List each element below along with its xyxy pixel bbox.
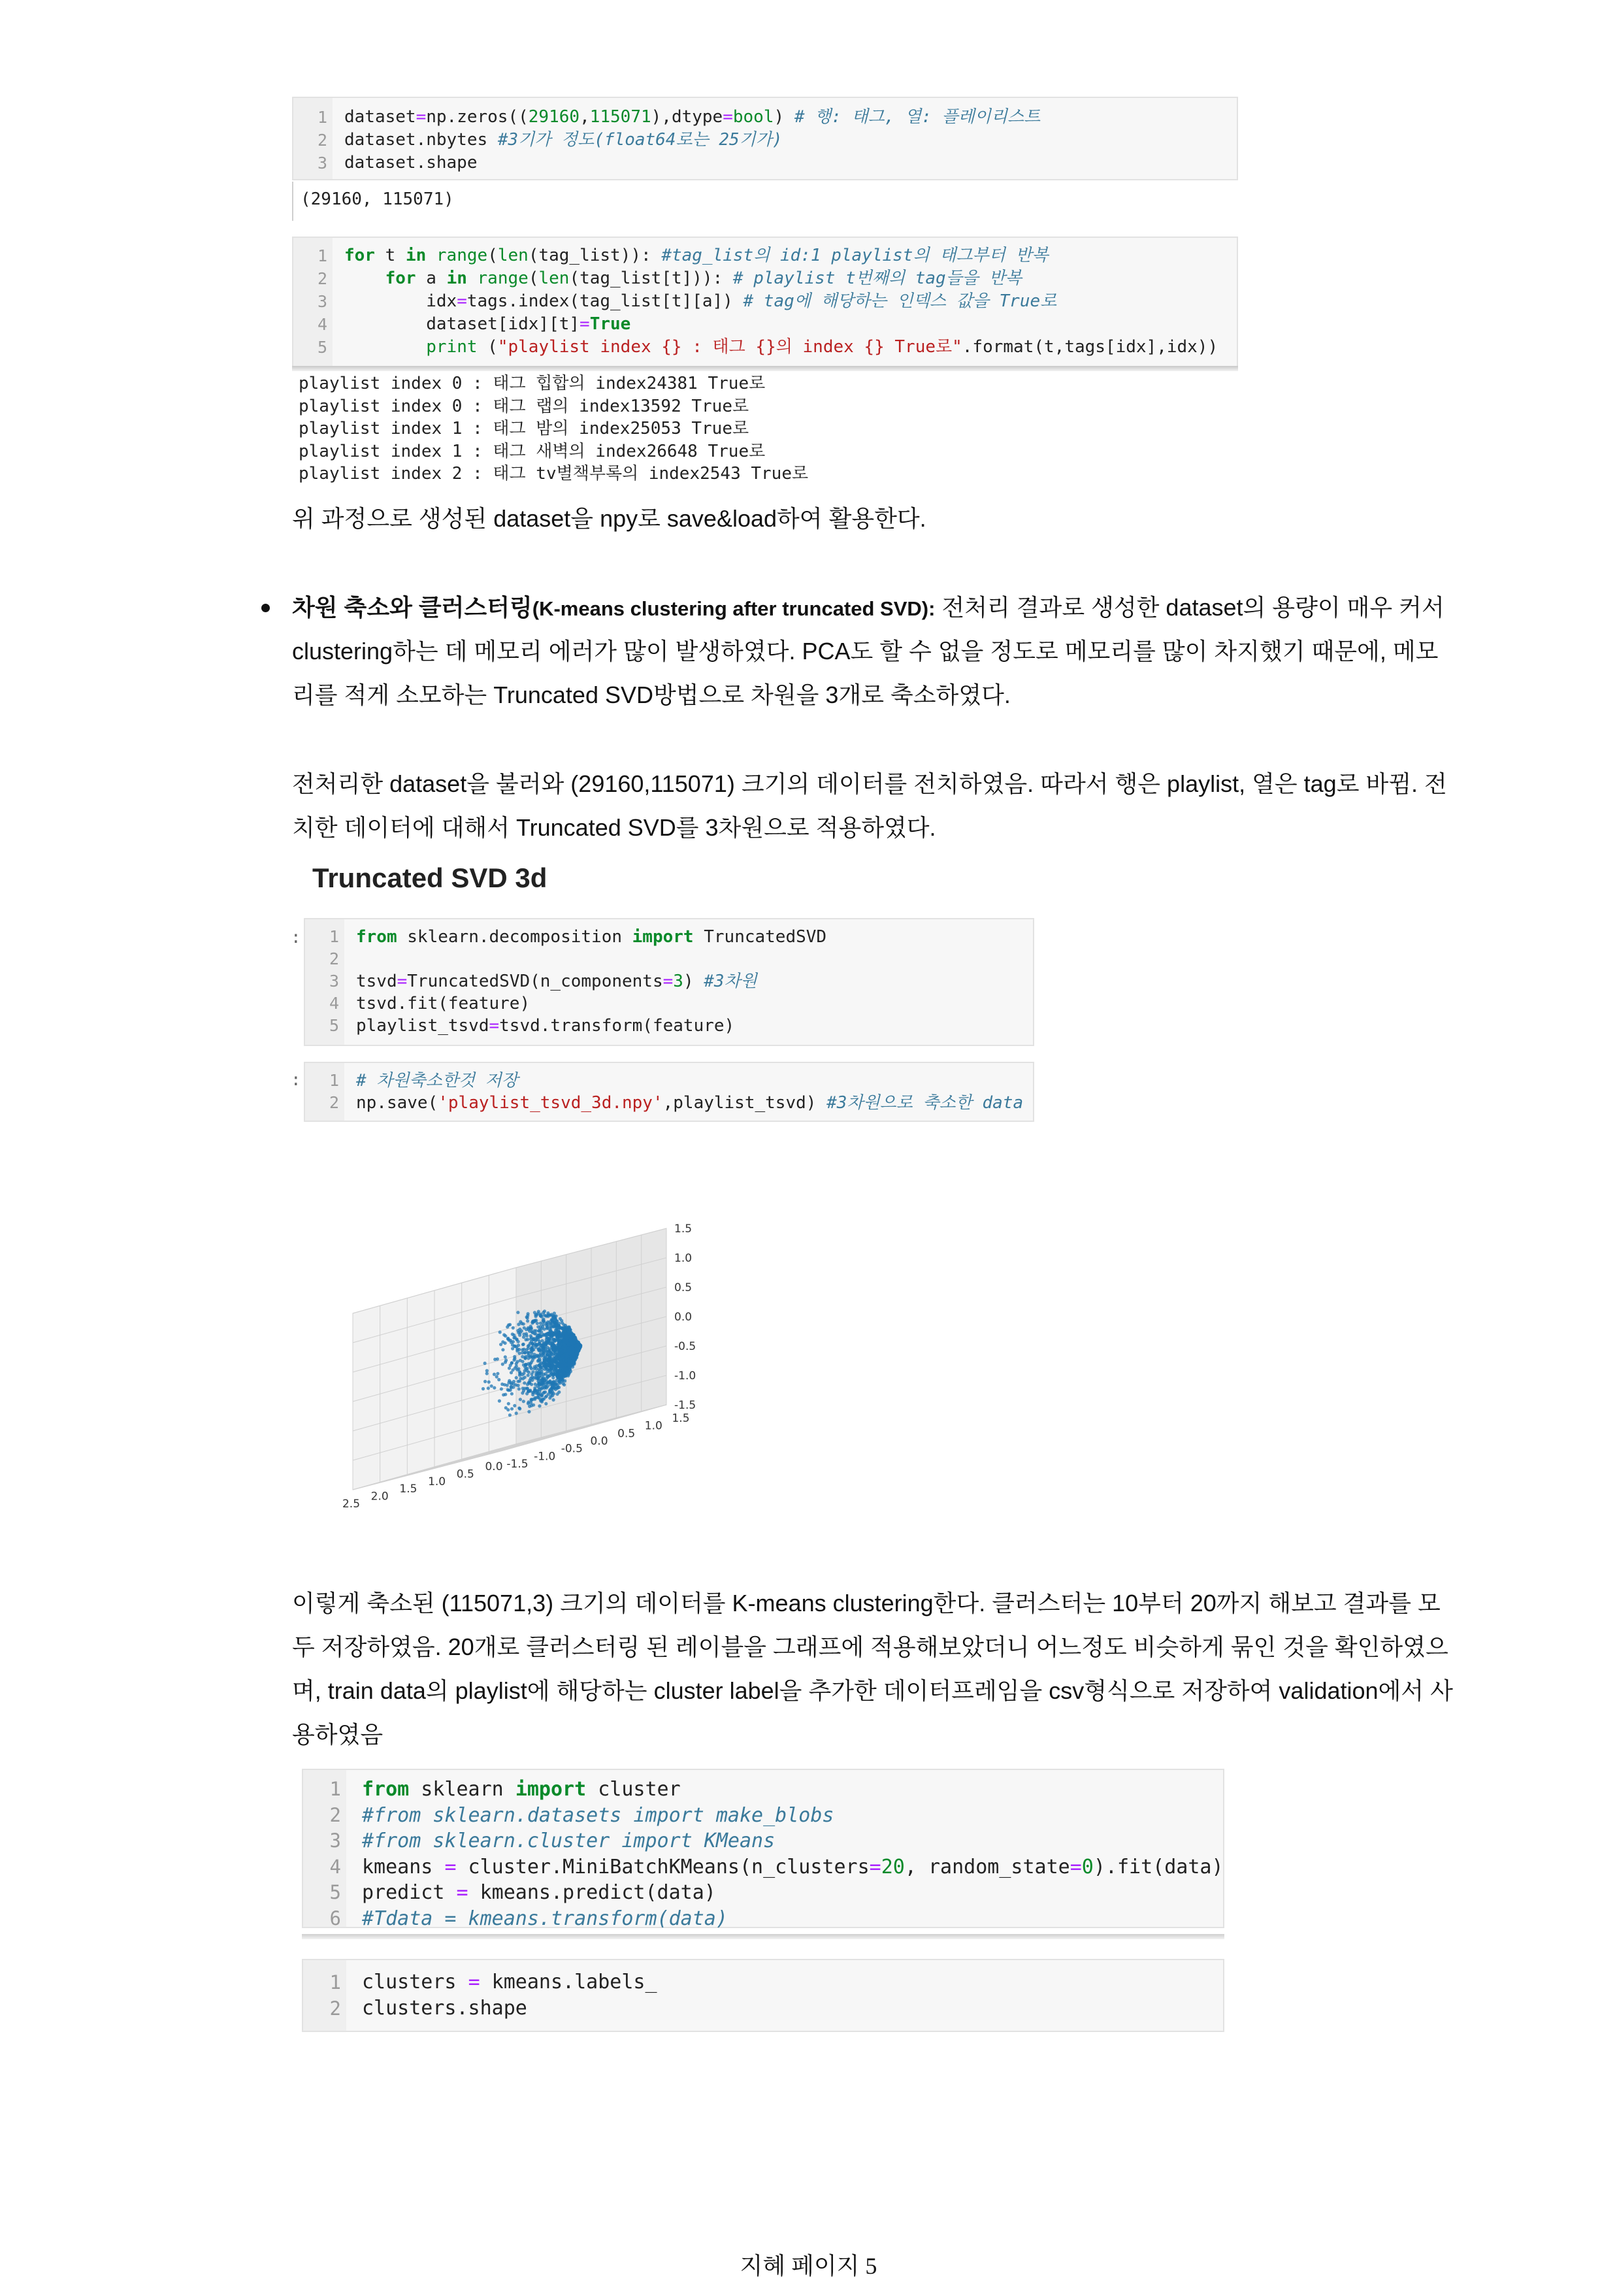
scatter-point [506,1325,509,1328]
scatter-point [532,1332,536,1335]
scatter-point [483,1380,487,1383]
paragraph-line: 며, train data의 playlist에 해당하는 cluster label을 추가한 데이터프레임을 csv형식으로 저장하여 validation에서 사 [292,1677,1453,1704]
scatter-point [544,1365,547,1368]
scatter-point [498,1400,501,1403]
scatter-point [529,1337,532,1341]
scatter-point [565,1334,568,1337]
scatter-point [540,1335,543,1338]
scatter-point [538,1404,541,1407]
scatter-point [504,1355,507,1358]
x-tick-label: 0.5 [456,1468,474,1481]
paragraph-line: 전처리한 dataset을 불러와 (29160,115071) 크기의 데이터를 전치하였음. 따라서 행은 playlist, 열은 tag로 바뀜. 전 [292,770,1447,797]
page-footer: 지혜 페이지 5 [740,2253,877,2279]
x-tick-label: 1.5 [399,1483,417,1496]
scatter-point [529,1377,532,1380]
scatter-point [530,1327,533,1330]
scatter-point [507,1402,510,1405]
code-line: playlist_tsvd=tsvd.transform(feature) [356,1016,735,1036]
scatter-point [527,1373,530,1377]
code-line: for t in range(len(tag_list)): #tag_list의 id:1 playlist의 태그부터 반복 [344,246,1049,265]
scatter-point [520,1322,523,1325]
scatter-point [518,1328,521,1331]
scatter-point [504,1360,507,1364]
scatter-point [556,1392,559,1396]
code-line: np.save('playlist_tsvd_3d.npy',playlist_tsvd) #3차원으로 축소한 data [356,1093,1024,1113]
scatter-point [550,1372,553,1375]
scatter-point [559,1369,562,1372]
scatter-point [537,1358,540,1362]
scatter-point [548,1396,551,1400]
scatter-point [516,1311,519,1314]
scatter-point [538,1364,541,1367]
scatter-point [557,1330,561,1334]
code-line: dataset.shape [344,153,478,172]
scatter-point [536,1325,540,1328]
scatter-point [525,1332,528,1336]
code-cell-5 [302,1769,1224,1928]
scatter-point [522,1400,525,1403]
scatter-point [504,1393,507,1396]
code-line: from sklearn import cluster [362,1778,681,1801]
z-tick-label: 0.5 [674,1281,693,1294]
scatter-point [568,1353,572,1356]
line-numbers: 1 2 3 4 5 [329,927,339,1035]
scatter-point [531,1346,534,1349]
scatter-point [550,1392,553,1395]
scatter-point [553,1320,556,1324]
code-line: tsvd.fit(feature) [356,994,531,1013]
code-line: tsvd=TruncatedSVD(n_components=3) #3차원 [356,972,757,991]
scatter-point [517,1322,520,1326]
scatter-point [521,1373,524,1376]
scatter-point [537,1383,540,1386]
scatter-point [554,1328,557,1332]
scatter-point [517,1387,521,1390]
scatter-point [546,1375,549,1379]
scatter-point [533,1396,536,1400]
scatter-point [538,1388,542,1391]
scatter-point [529,1334,532,1337]
scatter-point [545,1342,548,1345]
scatter-point [512,1386,515,1389]
paragraph-line: 두 저장하였음. 20개로 클러스터링 된 레이블을 그래프에 적용해보았더니 어느정도 비슷하게 묶인 것을 확인하였으 [292,1633,1448,1660]
bullet-line-1 [292,585,1445,631]
scatter-point [532,1376,536,1379]
scatter-point [532,1320,536,1323]
scatter-point [556,1346,559,1349]
scatter-point [541,1398,544,1401]
scatter-point [547,1392,550,1396]
line-numbers: 1 2 [329,1071,339,1112]
scatter-point [561,1357,564,1360]
scatter-point [572,1353,576,1356]
scatter-point [544,1396,547,1399]
scatter-point [553,1339,557,1342]
scatter-point [561,1335,564,1338]
scatter-point [508,1413,512,1417]
scatter-point [528,1389,531,1392]
code-line: dataset[idx][t]=True [344,314,631,334]
bullet-dot [261,604,270,612]
scatter-point [500,1387,503,1390]
scatter-point [555,1363,558,1366]
code-line: # 차원축소한것 저장 [356,1071,518,1091]
scatter-point [563,1383,566,1386]
z-tick-label: -1.5 [674,1399,696,1412]
x-tick-label: 2.0 [370,1490,389,1503]
code-cell-3 [304,918,1034,1046]
output-line: playlist index 2 : 태그 tv별책부록의 index2543 True로 [299,464,809,484]
scatter-point [530,1398,533,1402]
scatter-point [500,1383,504,1386]
scatter-point [563,1330,566,1334]
output-line: playlist index 0 : 태그 힙합의 index24381 True로 [299,374,766,393]
scatter-point [508,1366,511,1369]
code-line: clusters = kmeans.labels_ [362,1971,657,1993]
x-tick-label: 2.5 [342,1498,361,1511]
scatter-3d-chart [320,1176,696,1542]
z-tick-label: -0.5 [674,1340,696,1353]
scatter-point [510,1407,514,1411]
scatter-point [547,1332,550,1335]
scatter-point [501,1340,504,1343]
output-line: playlist index 1 : 태그 밤의 index25053 True로 [299,419,749,438]
y-tick-label: 0.5 [617,1427,636,1441]
scatter-point [553,1359,556,1362]
scatter-point [497,1378,500,1381]
scatter-point [559,1374,562,1377]
paragraph-line: 치한 데이터에 대해서 Truncated SVD를 3차원으로 적용하였다. [292,814,936,841]
scatter-point [502,1333,506,1336]
code-cell-1 [292,97,1238,180]
cell-prompt: : [291,928,301,947]
scatter-point [570,1364,573,1367]
scatter-point [553,1334,556,1337]
scatter-point [538,1371,542,1375]
scatter-point [537,1355,540,1358]
bullet-line-3: 리를 적게 소모하는 Truncated SVD방법으로 차원을 3개로 축소하였다. [292,681,1011,708]
line-numbers: 1 2 3 4 5 6 [329,1778,341,1929]
code-line: #from sklearn.cluster import KMeans [362,1829,776,1852]
scatter-point [512,1358,515,1362]
scatter-point [528,1405,531,1408]
scatter-point [517,1331,520,1334]
bullet-line-2: clustering하는 데 메모리 에러가 많이 발생하였다. PCA도 할 수 없을 정도로 메모리를 많이 차지했기 때문에, 메모 [292,638,1439,664]
scatter-point [576,1343,579,1347]
scatter-point [570,1346,574,1349]
scatter-point [542,1392,545,1395]
scatter-point [547,1353,551,1356]
z-tick-label: 1.0 [674,1252,693,1265]
scatter-point [535,1336,538,1339]
scatter-point [501,1362,504,1366]
scatter-point [553,1311,556,1315]
scatter-point [511,1343,514,1347]
scatter-point [512,1326,515,1330]
scatter-point [515,1411,518,1415]
scatter-point [570,1338,573,1341]
scatter-point [533,1386,536,1390]
code-line: idx=tags.index(tag_list[t][a]) # tag에 해당하는 인덱스 값을 True로 [344,291,1057,311]
scatter-point [498,1330,502,1334]
code-cell-2 [292,237,1238,367]
line-numbers: 1 2 [329,1971,341,2020]
scatter-point [564,1368,568,1371]
output-scroll-shadow [292,366,1238,371]
scatter-point [564,1374,568,1377]
scatter-point [515,1365,518,1368]
scatter-point [542,1353,545,1356]
scatter-point [534,1355,537,1358]
scatter-point [523,1381,526,1385]
scatter-point [544,1372,547,1375]
line-numbers: 1 2 3 4 5 [317,246,327,357]
cell-output-scroll[interactable] [292,372,1238,491]
scatter-point [517,1407,521,1410]
scatter-point [562,1353,565,1356]
scatter-point [532,1403,535,1407]
scatter-point [559,1343,563,1347]
scatter-point [547,1339,550,1343]
scatter-point [537,1375,540,1379]
scatter-point [570,1341,573,1345]
scatter-point [487,1381,491,1384]
scatter-point [511,1332,514,1336]
scatter-point [518,1379,521,1383]
scatter-point [534,1373,538,1376]
scatter-point [574,1336,577,1339]
scatter-point [495,1375,498,1379]
scatter-point [540,1315,543,1319]
scatter-point [526,1317,529,1320]
scatter-point [523,1387,527,1390]
scatter-point [536,1322,539,1325]
scatter-point [536,1392,539,1395]
code-line: #from sklearn.datasets import make_blobs [362,1803,834,1827]
scatter-point [544,1345,547,1349]
code-cell-4 [304,1062,1034,1122]
scatter-point [523,1375,527,1379]
paragraph-line: 용하였음 [292,1721,384,1748]
code-line: for a in range(len(tag_list[t])): # playlist t번째의 tag들을 반복 [385,269,1022,288]
scatter-point [542,1349,545,1353]
code-line: predict = kmeans.predict(data) [362,1881,716,1904]
scatter-point [515,1337,519,1341]
scatter-point [543,1328,546,1331]
scatter-point [483,1362,487,1365]
code-line: #Tdata = kmeans.transform(data) [362,1907,728,1930]
z-tick-label: 1.5 [674,1222,693,1236]
scatter-point [523,1369,527,1372]
scatter-point [564,1347,567,1351]
scatter-point [530,1373,533,1376]
scatter-point [513,1404,516,1407]
paragraph-line: 이렇게 축소된 (115071,3) 크기의 데이터를 K-means clustering한다. 클러스터는 10부터 20까지 해보고 결과를 모 [292,1590,1441,1616]
scatter-point [563,1339,566,1343]
scatter-point [541,1383,544,1386]
z-tick-label: -1.0 [674,1369,696,1383]
scatter-point [555,1379,559,1382]
scatter-point [525,1348,528,1351]
cell-prompt: : [291,1070,301,1090]
scatter-point [528,1382,531,1385]
scatter-point [504,1406,508,1409]
scatter-point [553,1315,557,1318]
scatter-point [521,1351,524,1354]
code-line: kmeans = cluster.MiniBatchKMeans(n_clusters=20, random_state=0).fit(data) [362,1855,1224,1878]
scatter-point [526,1337,529,1341]
scatter-point [537,1310,540,1313]
scatter-point [506,1337,510,1340]
scatter-point [533,1342,536,1345]
scatter-point [533,1390,536,1393]
scatter-point [506,1388,510,1391]
scatter-point [566,1341,570,1345]
scatter-point [501,1348,504,1351]
scatter-point [515,1360,519,1363]
scatter-point [542,1320,546,1323]
code-cell-6 [302,1959,1224,2032]
y-tick-label: -1.0 [534,1450,556,1464]
cell-output: (29160, 115071) [301,189,454,209]
scatter-point [569,1369,572,1373]
scatter-point [546,1322,549,1326]
scatter-point [493,1386,496,1389]
scatter-point [527,1312,530,1315]
scatter-point [490,1385,493,1388]
scatter-point [555,1356,559,1360]
line-numbers: 1 2 3 [317,108,327,172]
bullet-title: 차원 축소와 클러스터링 [292,594,532,621]
section-heading: Truncated SVD 3d [312,862,547,893]
scatter-point [521,1343,525,1346]
scatter-point [548,1313,551,1317]
code-line: from sklearn.decomposition import TruncatedSVD [356,927,827,947]
cell-separator [302,1934,1224,1939]
scatter-point [506,1384,509,1387]
scatter-point [568,1328,572,1332]
scatter-point [544,1402,547,1405]
output-line: playlist index 0 : 태그 랩의 index13592 True로 [299,396,749,416]
scatter-point [510,1392,514,1396]
code-line: dataset.nbytes #3기가 정도(float64로는 25기가) [344,130,783,150]
y-tick-label: 0.0 [590,1435,608,1448]
scatter-point [553,1386,556,1390]
scatter-point [542,1311,545,1314]
scatter-point [493,1373,496,1376]
scatter-point [527,1400,531,1403]
scatter-point [552,1348,555,1351]
scatter-point [513,1355,516,1358]
output-line: playlist index 1 : 태그 새벽의 index26648 True로 [299,441,766,461]
y-tick-label: 1.5 [672,1412,690,1425]
scatter-point [541,1339,544,1342]
scatter-point [567,1360,570,1364]
scatter-point [543,1386,546,1390]
scatter-point [534,1383,537,1386]
scatter-point [537,1368,540,1371]
scatter-point [517,1348,521,1351]
scatter-point [542,1323,545,1326]
scatter-point [523,1326,526,1330]
scatter-point [518,1370,521,1373]
scatter-point [493,1358,497,1361]
scatter-point [548,1380,551,1383]
bullet-subtitle: (K-means clustering after truncated SVD): [532,597,936,620]
scatter-point [485,1372,489,1375]
scatter-point [519,1398,522,1401]
scatter-point [561,1364,564,1368]
scatter-point [556,1385,559,1388]
scatter-point [525,1363,528,1366]
scatter-point [552,1398,555,1402]
x-tick-label: 1.0 [428,1475,446,1488]
scatter-point [482,1387,485,1390]
scatter-point [547,1327,551,1330]
scatter-point [528,1364,531,1367]
scatter-point [530,1367,533,1370]
scatter-point [526,1319,529,1322]
y-tick-label: -0.5 [561,1442,583,1456]
scatter-point [561,1327,564,1330]
output-divider [292,182,293,221]
code-line: print ("playlist index {} : 태그 {}의 index {} True로".format(t,tags[idx],idx)) [426,337,1218,357]
scatter-point [522,1336,525,1339]
scatter-point [515,1376,518,1379]
scatter-point [551,1376,555,1379]
scatter-point [527,1345,530,1348]
scatter-point [487,1386,490,1390]
scatter-point [534,1315,538,1318]
scatter-point [531,1393,534,1396]
scatter-point [560,1319,563,1322]
scatter-point [528,1354,531,1357]
scatter-point [547,1349,551,1353]
scatter-point [560,1377,563,1380]
y-tick-label: -1.5 [506,1458,529,1471]
scatter-point [496,1372,499,1375]
scatter-point [517,1367,520,1370]
scatter-point [540,1377,544,1381]
scatter-point [527,1410,531,1413]
scatter-point [510,1361,514,1364]
scatter-point [512,1383,515,1386]
scatter-point [558,1339,561,1342]
code-line: dataset=np.zeros((29160,115071),dtype=bool) # 행: 태그, 열: 플레이리스트 [344,107,1041,127]
z-tick-label: 0.0 [674,1311,693,1324]
scatter-point [549,1322,553,1325]
paragraph: 위 과정으로 생성된 dataset을 npy로 save&load하여 활용한다. [292,505,926,532]
scatter-point [553,1344,556,1347]
code-line: clusters.shape [362,1997,527,2020]
y-tick-label: 1.0 [644,1419,662,1433]
x-tick-label: 0.0 [485,1460,503,1473]
scatter-point [562,1371,565,1375]
bullet-text: 전처리 결과로 생성한 dataset의 용량이 매우 커서 [935,594,1445,621]
scatter-point [534,1339,537,1342]
scatter-point [549,1388,552,1391]
scatter-point [570,1336,574,1339]
